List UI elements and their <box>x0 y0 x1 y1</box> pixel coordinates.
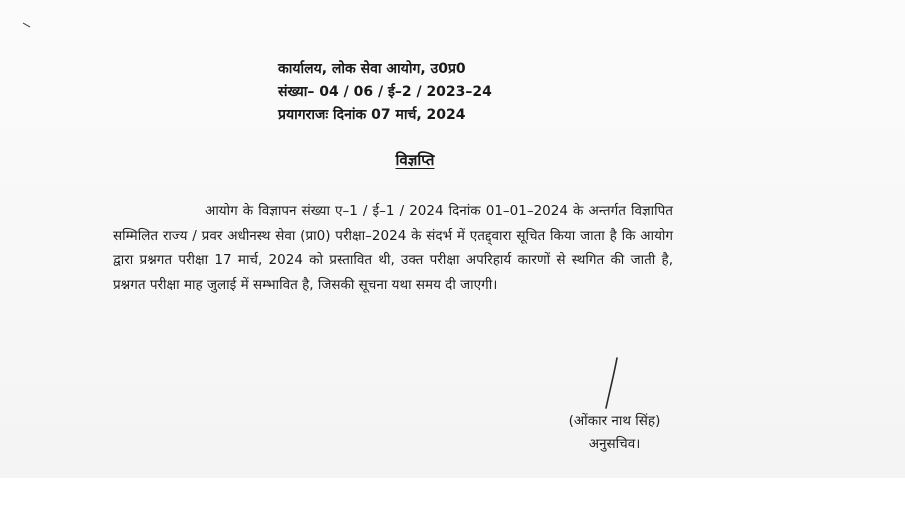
signature-stroke <box>590 356 630 416</box>
notice-body: आयोग के विज्ञापन संख्या ए–1 / ई–1 / 2024 दिनांक 01–01–2024 के अन्तर्गत विज्ञापित सम्मिलित राज्य / प्रवर अधीनस्थ सेवा (प्रा0) परीक्षा–2024 के संदर्भ में एतद्द्वारा सूचित किया जाता है कि आयोग द्वारा प्रश्नगत परीक्षा 17 मार्च, 2024 को प्रस्तावित थी, उक्त परीक्षा अपरिहार्य कारणों से स्थगित की जाती है, प्रश्नगत परीक्षा माह जुलाई में सम्भावित है, जिसकी सूचना यथा समय दी जाएगी। <box>113 203 673 293</box>
signatory-designation: अनुसचिव। <box>588 436 641 452</box>
reference-number: संख्या– 04 / 06 / ई–2 / 2023–24 <box>278 84 492 100</box>
office-name: कार्यालय, लोक सेवा आयोग, उ0प्र0 <box>278 61 466 77</box>
office-header <box>278 58 598 127</box>
signatory-block <box>547 410 682 456</box>
signatory-name: (ओंकार नाथ सिंह) <box>568 413 661 429</box>
place-and-date: प्रयागराजः दिनांक 07 मार्च, 2024 <box>278 107 466 123</box>
notice-heading: विज्ञप्ति <box>395 151 435 169</box>
scan-speck <box>22 22 32 28</box>
page-bottom-margin <box>0 478 905 509</box>
